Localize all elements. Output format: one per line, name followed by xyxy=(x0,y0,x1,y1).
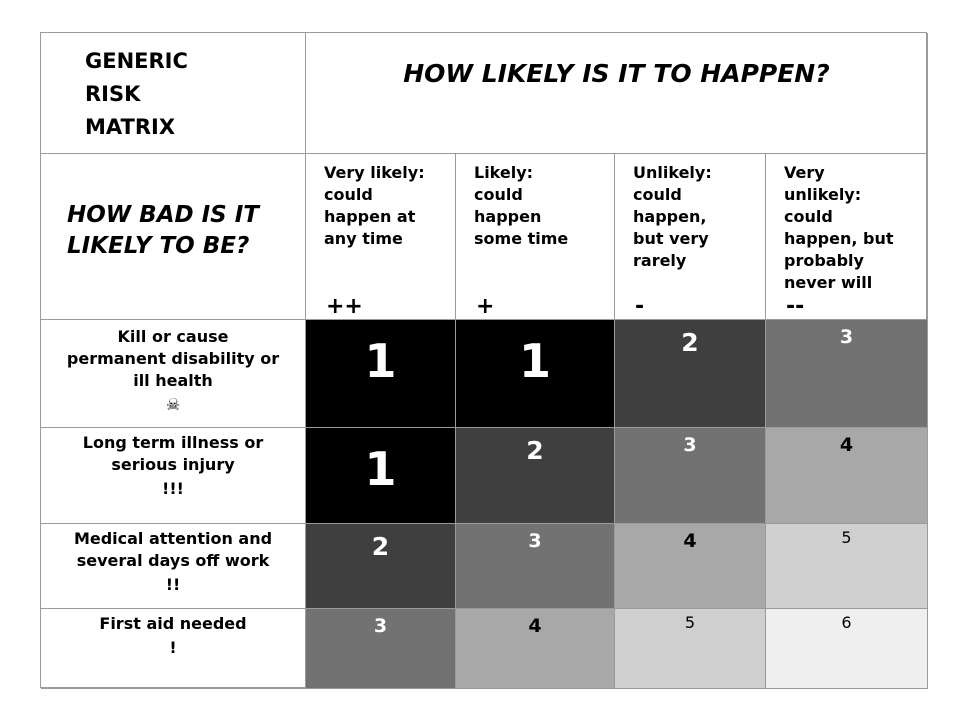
risk-score-cell: 6 xyxy=(766,609,928,689)
row-header-first-aid: First aid needed ! xyxy=(41,609,306,689)
row-header-fatal: Kill or cause permanent disability or ill health ☠ xyxy=(41,320,306,428)
skull-crossbones-icon: ☠ xyxy=(165,395,181,414)
column-header-unlikely: Unlikely: could happen, but very rarely - xyxy=(615,154,766,320)
row-header-serious-injury: Long term illness or serious injury !!! xyxy=(41,428,306,524)
risk-score-cell: 2 xyxy=(306,524,456,609)
risk-score-cell: 3 xyxy=(456,524,615,609)
risk-matrix xyxy=(40,32,927,688)
likelihood-symbol: -- xyxy=(786,294,805,319)
column-header-very-likely: Very likely: could happen at any time ++ xyxy=(306,154,456,320)
risk-score-cell: 4 xyxy=(456,609,615,689)
risk-score-cell: 2 xyxy=(615,320,766,428)
risk-score-cell: 3 xyxy=(615,428,766,524)
risk-score-cell: 4 xyxy=(615,524,766,609)
severity-mark: !!! xyxy=(162,479,184,498)
risk-score-cell: 4 xyxy=(766,428,928,524)
risk-score-cell: 1 xyxy=(306,320,456,428)
row-header-medical-attention: Medical attention and several days off work !! xyxy=(41,524,306,609)
risk-score-cell: 5 xyxy=(766,524,928,609)
risk-score-cell: 1 xyxy=(456,320,615,428)
likelihood-heading-cell xyxy=(306,33,928,154)
likelihood-heading: HOW LIKELY IS IT TO HAPPEN? xyxy=(403,59,830,88)
severity-heading: HOW BAD IS IT LIKELY TO BE? xyxy=(67,202,259,259)
risk-score-cell: 2 xyxy=(456,428,615,524)
risk-score-cell: 3 xyxy=(766,320,928,428)
severity-mark: !! xyxy=(165,575,181,594)
likelihood-symbol: - xyxy=(635,294,645,319)
severity-heading-cell xyxy=(41,154,306,320)
likelihood-symbol: + xyxy=(476,294,495,319)
column-header-likely: Likely: could happen some time + xyxy=(456,154,615,320)
risk-score-cell: 5 xyxy=(615,609,766,689)
severity-mark: ! xyxy=(169,638,177,657)
risk-score-cell: 1 xyxy=(306,428,456,524)
likelihood-symbol: ++ xyxy=(326,294,363,319)
matrix-title-cell xyxy=(41,33,306,154)
risk-score-cell: 3 xyxy=(306,609,456,689)
column-header-very-unlikely: Very unlikely: could happen, but probably never will -- xyxy=(766,154,928,320)
matrix-title: GENERIC RISK MATRIX xyxy=(85,49,188,139)
